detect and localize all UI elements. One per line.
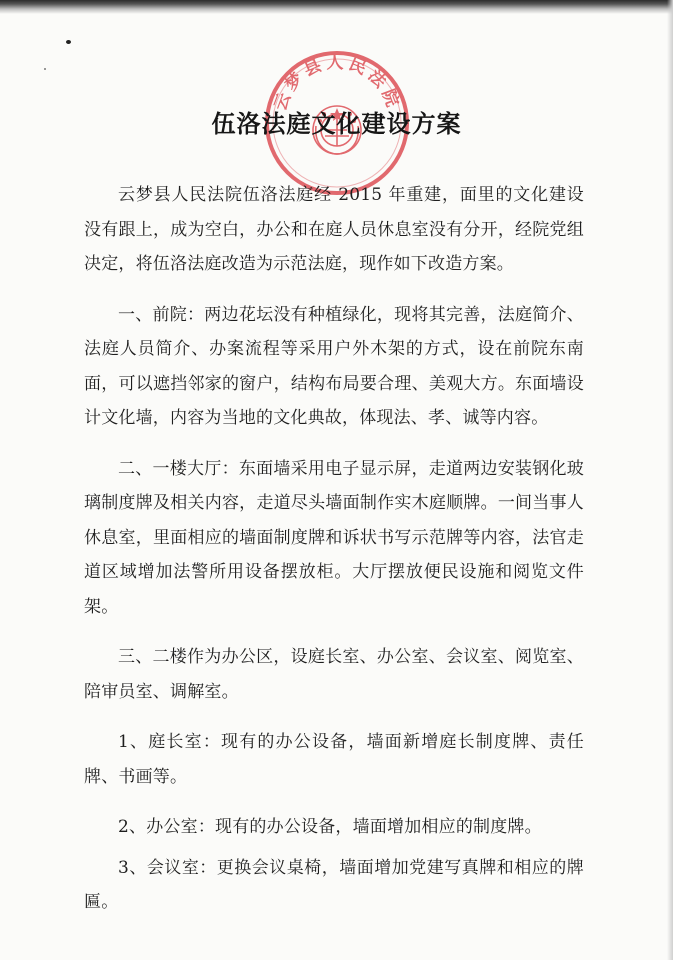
scan-edge-top [0,0,673,14]
document-title: 伍洛法庭文化建设方案 [211,110,462,138]
paragraph-chief-office: 1、庭长室：现有的办公设备，墙面新增庭长制度牌、责任牌、书画等。 [84,732,584,787]
scan-speck [66,40,71,44]
paragraph-second-floor: 三、二楼作为办公区，设庭长室、办公室、会议室、阅览室、陪审员室、调解室。 [84,647,584,702]
paragraph-front-yard: 一、前院：两边花坛没有种植绿化，现将其完善，法庭简介、法庭人员简介、办案流程等采用户外木架的方式，设在前院东南面，可以遮挡邻家的窗户，结构布局要合理、美观大方。东面墙设计文化墙，内容为当地的文化典故，体现法、孝、诚等内容。 [84,304,584,428]
paragraph-office: 2、办公室：现有的办公设备，墙面增加相应的制度牌。 [118,817,542,837]
paragraph-meeting-room: 3、会议室：更换会议桌椅，墙面增加党建写真牌和相应的牌匾。 [84,857,584,912]
scan-speck [44,68,46,70]
paragraph-intro: 云梦县人民法院伍洛法庭经 2015 年重建，面里的文化建设没有跟上，成为空白，办公和在庭人员休息室没有分开，经院党组决定，将伍洛法庭改造为示范法庭，现作如下改造方案。 [84,185,584,274]
document-body [84,178,584,936]
scan-edge-right [667,0,673,960]
paragraph-first-floor-lobby: 二、一楼大厅：东面墙采用电子显示屏，走道两边安装钢化玻璃制度牌及相关内容，走道尽头墙面制作实木庭顺牌。一间当事人休息室，里面相应的墙面制度牌和诉状书写示范牌等内容，法官走道区域增加法警所用设备摆放柜。大厅摆放便民设施和阅览文件架。 [84,458,584,617]
seal-text: 云梦县人民法院 [270,52,404,114]
